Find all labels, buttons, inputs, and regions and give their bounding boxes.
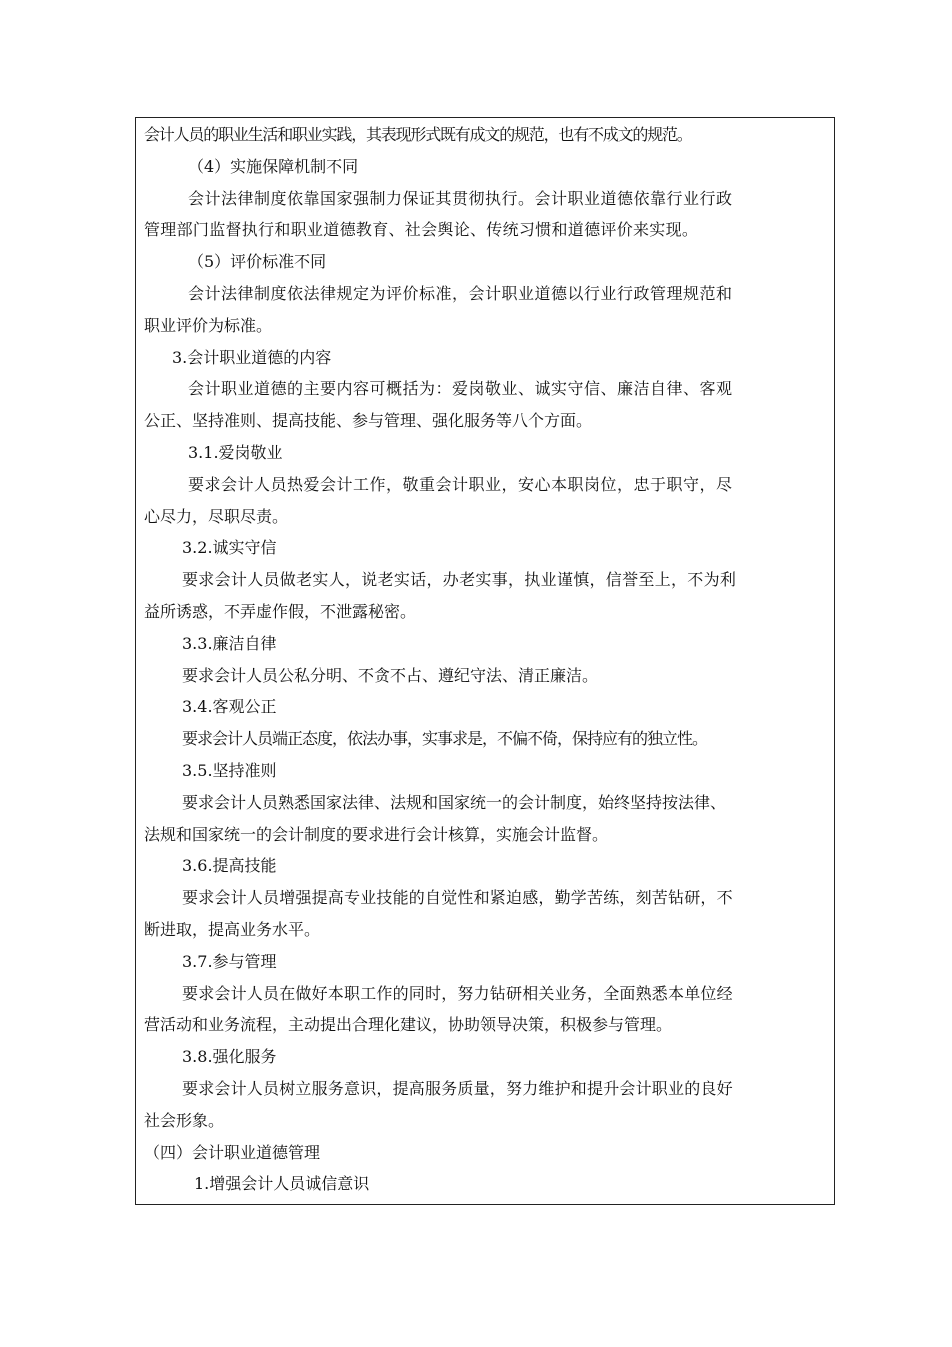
text-line: 要求会计人员在做好本职工作的同时，努力钻研相关业务，全面熟悉本单位经 (182, 983, 733, 1003)
subsection-heading: 3.2.诚实守信 (182, 538, 277, 558)
subsection-heading: 3.3.廉洁自律 (182, 633, 277, 653)
subsection-heading: 3.8.强化服务 (182, 1047, 277, 1067)
text-line: 要求会计人员公私分明、不贪不占、遵纪守法、清正廉洁。 (182, 665, 599, 685)
subsection-heading: 3.5.坚持准则 (182, 761, 277, 780)
text-line: （4）实施保障机制不同 (188, 156, 359, 176)
subsection-heading: 3.7.参与管理 (182, 951, 277, 971)
text-line: 要求会计人员熟悉国家法律、法规和国家统一的会计制度，始终坚持按法律、 (182, 792, 727, 812)
text-line: 心尽力，尽职尽责。 (144, 506, 289, 526)
text-line: 要求会计人员增强提高专业技能的自觉性和紧迫感，勤学苦练，刻苦钻研，不 (182, 888, 733, 908)
section-heading: 1.增强会计人员诚信意识 (194, 1174, 370, 1194)
text-line: 营活动和业务流程，主动提出合理化建议，协助领导决策，积极参与管理。 (144, 1015, 673, 1035)
text-line: （5）评价标准不同 (188, 252, 327, 272)
section-heading: （四）会计职业道德管理 (144, 1142, 321, 1162)
text-line: 管理部门监督执行和职业道德教育、社会舆论、传统习惯和道德评价来实现。 (144, 220, 699, 240)
subsection-heading: 3.6.提高技能 (182, 856, 277, 876)
text-line: 要求会计人员树立服务意识，提高服务质量，努力维护和提升会计职业的良好 (182, 1079, 733, 1098)
subsection-heading: 3.1.爱岗敬业 (188, 443, 283, 462)
subsection-heading: 3.4.客观公正 (182, 697, 277, 717)
text-line: 社会形象。 (144, 1110, 225, 1130)
text-line: 会计法律制度依靠国家强制力保证其贯彻执行。会计职业道德依靠行业行政 (188, 188, 733, 208)
text-line: 法规和国家统一的会计制度的要求进行会计核算，实施会计监督。 (144, 824, 609, 844)
text-line: 益所诱惑，不弄虚作假，不泄露秘密。 (144, 602, 417, 621)
text-line: 会计职业道德的主要内容可概括为：爱岗敬业、诚实守信、廉洁自律、客观 (188, 379, 733, 399)
text-line: 公正、坚持准则、提高技能、参与管理、强化服务等八个方面。 (144, 411, 593, 431)
text-line: 要求会计人员端正态度，依法办事，实事求是，不偏不倚，保持应有的独立性。 (182, 729, 708, 749)
text-line: 会计法律制度依法律规定为评价标准，会计职业道德以行业行政管理规范和 (188, 284, 733, 303)
text-line: 要求会计人员做老实人，说老实话，办老实事，执业谨慎，信誉至上，不为利 (182, 570, 737, 590)
text-line: 断进取，提高业务水平。 (144, 920, 321, 939)
text-line: 会计人员的职业生活和职业实践，其表现形式既有成文的规范，也有不成文的规范。 (144, 125, 692, 144)
text-line: 要求会计人员热爱会计工作，敬重会计职业，安心本职岗位，忠于职守，尽 (188, 474, 733, 494)
document-table-cell (135, 117, 835, 1205)
text-line: 职业评价为标准。 (144, 315, 273, 335)
section-heading: 3.会计职业道德的内容 (172, 347, 332, 367)
